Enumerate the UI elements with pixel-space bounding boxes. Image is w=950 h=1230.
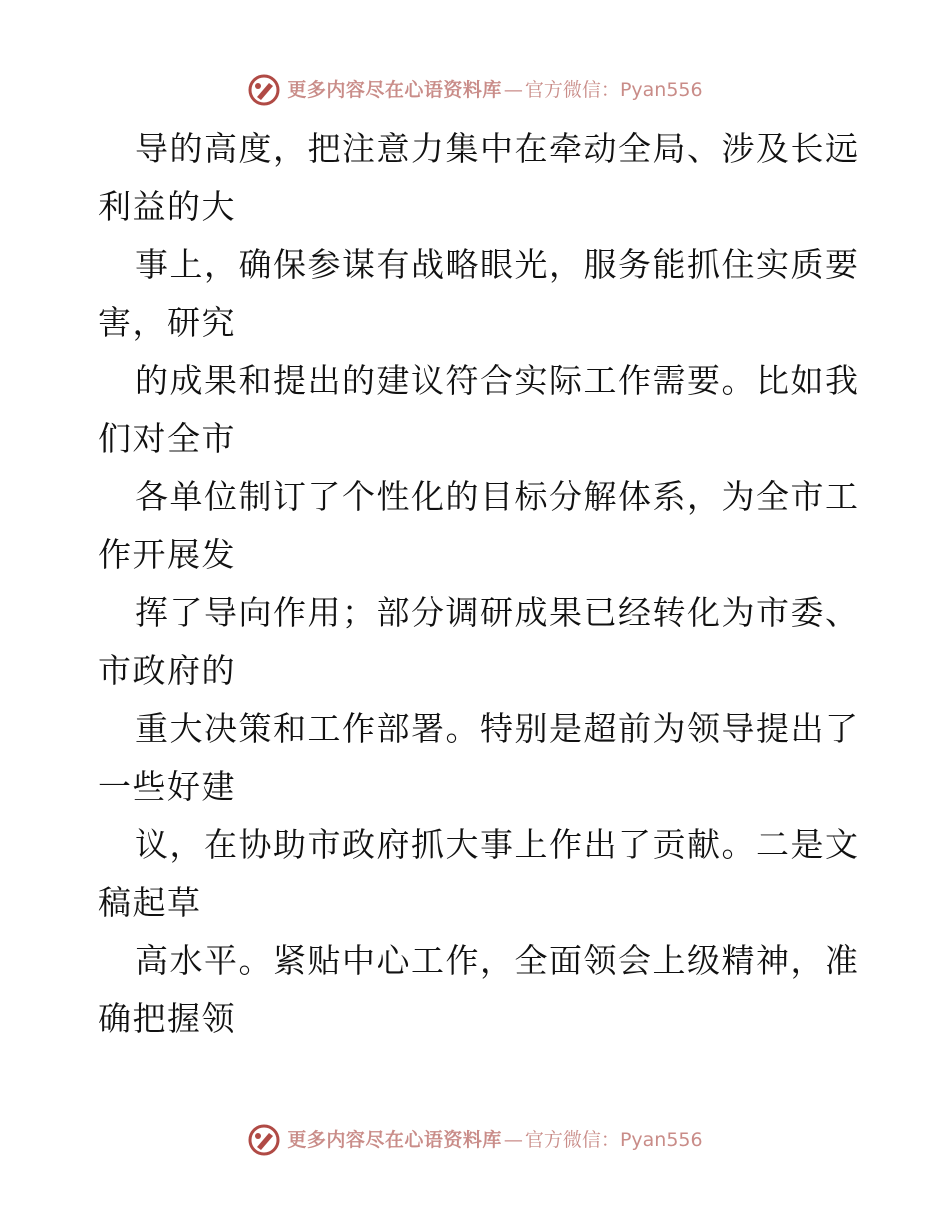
watermark-wechat-account: Pyan556 [619,1128,703,1151]
text-line: 的成果和提出的建议符合实际工作需要。比如我 [135,361,860,400]
text-line: 挥了导向作用；部分调研成果已经转化为市委、 [135,593,860,632]
document-body [98,120,858,1048]
text-line: 市政府的 [98,651,236,690]
text-line: 导的高度，把注意力集中在牵动全局、涉及长远 [135,129,860,168]
text-line: 各单位制订了个性化的目标分解体系，为全市工 [135,477,860,516]
text-line: 高水平。紧贴中心工作，全面领会上级精神，准 [135,941,860,980]
text-line: 作开展发 [98,535,236,574]
watermark-wechat-label: 官方微信： [524,78,620,101]
header-watermark [0,70,950,110]
text-line: 们对全市 [98,419,236,458]
pen-logo-icon [247,73,281,107]
text-line: 重大决策和工作部署。特别是超前为领导提出了 [135,709,860,748]
watermark-wechat-label: 官方微信： [524,1128,620,1151]
text-line: 确把握领 [98,999,236,1038]
text-line: 议，在协助市政府抓大事上作出了贡献。二是文 [135,825,860,864]
watermark-dash: — [503,78,523,101]
text-line: 事上，确保参谋有战略眼光，服务能抓住实质要 [135,245,860,284]
text-line: 一些好建 [98,767,236,806]
text-line: 害，研究 [98,303,236,342]
watermark-dash: — [503,1128,523,1151]
footer-watermark [0,1120,950,1160]
watermark-wechat-account: Pyan556 [619,78,703,101]
watermark-slogan: 更多内容尽在心语资料库 [287,1128,502,1151]
watermark-slogan: 更多内容尽在心语资料库 [287,78,502,101]
text-line: 利益的大 [98,187,236,226]
text-line: 稿起草 [98,883,202,922]
pen-logo-icon [247,1123,281,1157]
